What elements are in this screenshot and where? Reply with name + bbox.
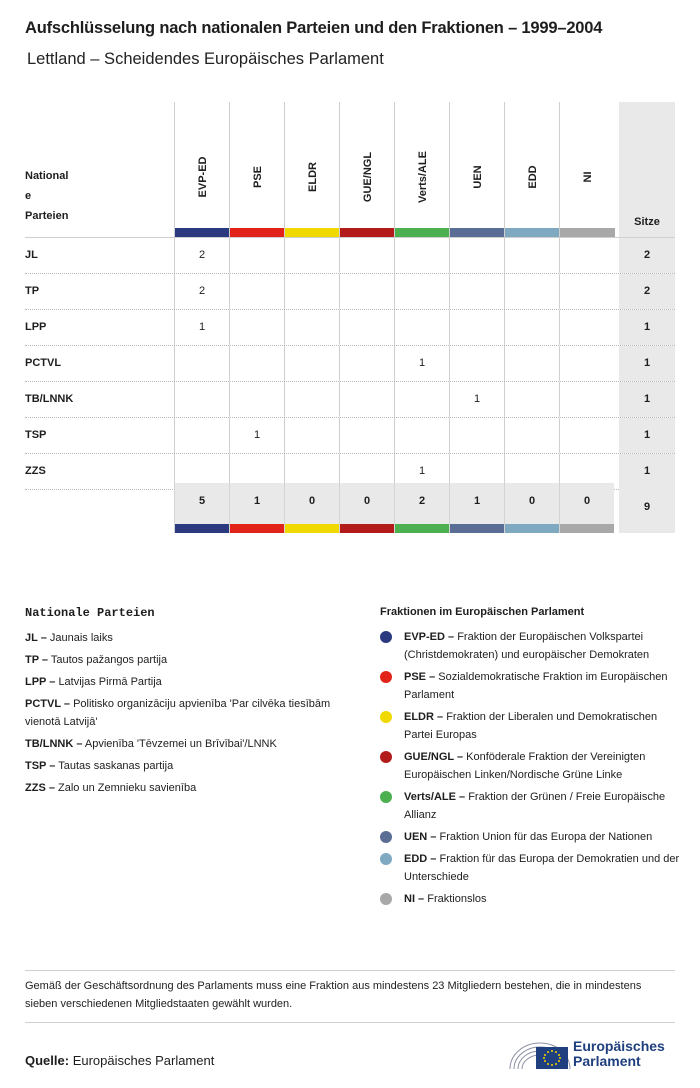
party-abbreviation: PCTVL –	[25, 698, 71, 710]
party-abbreviation: ZZS –	[25, 782, 55, 794]
party-full-name: Politisko organizāciju apvienība 'Par cilvēka tiesībām vienotā Latvijā'	[25, 698, 331, 728]
seat-cell	[449, 310, 504, 345]
page-subtitle: Lettland – Scheidendes Europäisches Parlament	[27, 50, 384, 68]
party-abbreviation: LPP –	[25, 676, 56, 688]
seat-cell	[504, 238, 559, 273]
group-color-bar	[230, 524, 284, 533]
seat-cell	[449, 274, 504, 309]
group-legend-entry	[380, 708, 680, 744]
party-header-line: e	[25, 190, 32, 202]
party-column-header	[25, 166, 85, 226]
group-total-value: 0	[308, 495, 316, 507]
group-abbreviation: EVP-ED –	[404, 631, 455, 643]
party-full-name: Jaunais laiks	[49, 632, 113, 644]
party-full-name: Latvijas Pirmā Partija	[58, 676, 162, 688]
group-color-dot-icon	[380, 893, 392, 905]
totals-row	[174, 483, 675, 533]
seat-cell	[339, 238, 394, 273]
group-legend-entry	[380, 788, 680, 824]
seat-cell	[559, 274, 614, 309]
group-abbreviation: GUE/NGL –	[404, 751, 464, 763]
table-header	[25, 102, 675, 238]
seat-cell	[504, 418, 559, 453]
party-name: TB/LNNK	[25, 393, 74, 405]
party-header-line: National	[25, 170, 69, 182]
seat-cell	[229, 310, 284, 345]
group-name: EDD	[526, 165, 539, 189]
group-color-bar	[505, 228, 560, 237]
party-name: TP	[25, 285, 40, 297]
seat-cell	[394, 238, 449, 273]
group-name: UEN	[471, 165, 484, 189]
seat-cell: 1	[394, 346, 449, 381]
group-total-cell	[504, 483, 559, 533]
national-party-entry	[25, 757, 335, 775]
group-full-name: Fraktion für das Europa der Demokratien und der Unterschiede	[404, 853, 680, 883]
group-color-bar	[395, 524, 449, 533]
group-legend-entry	[380, 890, 680, 908]
seat-cell	[449, 238, 504, 273]
seats-column-header	[619, 102, 675, 238]
group-name: PSE	[251, 165, 264, 189]
group-total-cell	[174, 483, 229, 533]
table-body	[25, 238, 675, 490]
seat-cell	[559, 238, 614, 273]
seats-header-label: Sitze	[634, 216, 660, 228]
party-name: PCTVL	[25, 357, 62, 369]
european-parliament-logo-icon	[508, 1033, 572, 1073]
group-total-cell	[559, 483, 614, 533]
seat-cell	[284, 274, 339, 309]
group-name: ELDR	[306, 162, 319, 192]
group-name: EVP-ED	[196, 156, 209, 198]
group-column-header	[229, 102, 285, 238]
total-seats-value: 9	[643, 501, 651, 513]
source-label: Quelle:	[25, 1053, 70, 1068]
note-divider-bottom	[25, 1022, 675, 1023]
national-parties-legend	[25, 606, 335, 801]
group-color-dot-icon	[380, 791, 392, 803]
group-total-value: 0	[583, 495, 591, 507]
group-column-header	[449, 102, 505, 238]
seat-cell	[284, 310, 339, 345]
seat-cell	[394, 274, 449, 309]
seat-cell	[339, 310, 394, 345]
group-color-bar	[340, 228, 395, 237]
group-total-cell	[449, 483, 504, 533]
group-name: GUE/NGL	[361, 151, 374, 203]
seat-cell	[504, 382, 559, 417]
party-abbreviation: TB/LNNK –	[25, 738, 83, 750]
group-total-cell	[339, 483, 394, 533]
group-color-dot-icon	[380, 831, 392, 843]
seat-cell	[559, 418, 614, 453]
group-legend-entry	[380, 828, 680, 846]
row-total-seats: 2	[619, 274, 675, 309]
group-abbreviation: ELDR –	[404, 711, 444, 723]
group-legend-entry	[380, 668, 680, 704]
seat-cell: 2	[174, 274, 229, 309]
group-column-header	[284, 102, 340, 238]
seat-cell	[339, 274, 394, 309]
group-abbreviation: EDD –	[404, 853, 437, 865]
seat-cell	[229, 274, 284, 309]
row-total-seats: 1	[619, 382, 675, 417]
seat-cell	[559, 310, 614, 345]
group-column-header	[394, 102, 450, 238]
table-row	[25, 346, 675, 382]
group-total-value: 5	[198, 495, 206, 507]
group-legend-entry	[380, 850, 680, 886]
group-color-bar	[560, 524, 614, 533]
table-row	[25, 418, 675, 454]
row-total-seats: 1	[619, 454, 675, 489]
party-name: ZZS	[25, 465, 46, 477]
groups-legend	[380, 606, 680, 912]
seat-cell	[284, 238, 339, 273]
group-column-header	[559, 102, 615, 238]
row-total-seats: 1	[619, 310, 675, 345]
group-column-header	[339, 102, 395, 238]
group-color-dot-icon	[380, 671, 392, 683]
party-full-name: Tautos pažangos partija	[50, 654, 168, 666]
group-color-bar	[175, 228, 230, 237]
group-total-value: 1	[253, 495, 261, 507]
seat-cell	[174, 418, 229, 453]
seat-cell	[229, 346, 284, 381]
row-total-seats: 2	[619, 238, 675, 273]
party-full-name: Tautas saskanas partija	[58, 760, 174, 772]
group-name: Verts/ALE	[416, 151, 429, 203]
group-color-dot-icon	[380, 711, 392, 723]
seat-cell	[449, 418, 504, 453]
group-total-value: 0	[528, 495, 536, 507]
group-full-name: Fraktion Union für das Europa der Nationen	[439, 831, 653, 843]
seat-cell	[229, 238, 284, 273]
group-legend-entry	[380, 748, 680, 784]
seat-cell	[449, 346, 504, 381]
group-full-name: Sozialdemokratische Fraktion im Europäischen Parlament	[404, 671, 668, 701]
group-full-name: Fraktion der Grünen / Freie Europäische Allianz	[404, 791, 666, 821]
note-divider-top	[25, 970, 675, 971]
group-color-bar	[285, 228, 340, 237]
seat-cell	[504, 274, 559, 309]
group-full-name: Konföderale Fraktion der Vereinigten Europäischen Linken/Nordische Grüne Linke	[404, 751, 646, 781]
group-total-cell	[284, 483, 339, 533]
seat-cell	[339, 382, 394, 417]
seat-cell	[504, 346, 559, 381]
seat-cell	[339, 418, 394, 453]
national-party-entry	[25, 673, 335, 691]
national-party-entry	[25, 629, 335, 647]
table-row	[25, 238, 675, 274]
seat-cell	[339, 346, 394, 381]
row-total-seats: 1	[619, 418, 675, 453]
group-color-bar	[230, 228, 285, 237]
seat-cell	[174, 382, 229, 417]
groups-legend-title: Fraktionen im Europäischen Parlament	[380, 606, 585, 618]
source-line	[25, 1053, 214, 1068]
row-total-seats: 1	[619, 346, 675, 381]
party-name: TSP	[25, 429, 47, 441]
seat-cell	[394, 418, 449, 453]
group-full-name: Fraktionslos	[427, 893, 487, 905]
national-party-entry	[25, 735, 335, 753]
seat-cell	[394, 382, 449, 417]
european-parliament-logo	[508, 1033, 678, 1073]
group-full-name: Fraktion der Europäischen Volkspartei (Christdemokraten) und europäischer Demokraten	[404, 631, 650, 661]
party-name: JL	[25, 249, 38, 261]
group-legend-entry	[380, 628, 680, 664]
footnote: Gemäß der Geschäftsordnung des Parlaments muss eine Fraktion aus mindestens 23 Mitgliedern bestehen, die in mindestens sieben verschiedenen Mitgliedstaaten gewählt wurden.	[25, 980, 642, 1010]
logo-text	[573, 1039, 665, 1069]
seat-cell: 1	[394, 454, 449, 489]
seat-cell: 1	[229, 418, 284, 453]
seat-cell	[284, 346, 339, 381]
seat-cell	[394, 310, 449, 345]
group-color-bar	[560, 228, 615, 237]
page-title: Aufschlüsselung nach nationalen Parteien und den Fraktionen – 1999–2004	[25, 19, 603, 37]
group-color-bar	[395, 228, 450, 237]
seat-cell: 1	[449, 382, 504, 417]
party-header-line: Parteien	[25, 210, 69, 222]
group-abbreviation: UEN –	[404, 831, 437, 843]
seat-cell: 1	[174, 310, 229, 345]
national-party-entry	[25, 651, 335, 669]
seat-cell: 2	[174, 238, 229, 273]
party-abbreviation: TP –	[25, 654, 49, 666]
total-seats-cell	[619, 483, 675, 533]
party-name: LPP	[25, 321, 47, 333]
group-color-bar	[505, 524, 559, 533]
logo-line-1: Europäisches	[573, 1038, 665, 1054]
party-full-name: Zalo un Zemnieku savienība	[58, 782, 197, 794]
seat-cell	[559, 382, 614, 417]
seat-cell	[284, 418, 339, 453]
seat-cell	[229, 382, 284, 417]
seat-cell	[284, 382, 339, 417]
party-abbreviation: JL –	[25, 632, 47, 644]
group-color-bar	[450, 228, 505, 237]
group-abbreviation: Verts/ALE –	[404, 791, 466, 803]
group-total-value: 1	[473, 495, 481, 507]
group-total-cell	[394, 483, 449, 533]
party-abbreviation: TSP –	[25, 760, 56, 772]
table-row	[25, 382, 675, 418]
national-party-entry	[25, 695, 335, 731]
group-total-cell	[229, 483, 284, 533]
group-color-bar	[450, 524, 504, 533]
national-party-entry	[25, 779, 335, 797]
group-column-header	[504, 102, 560, 238]
national-legend-title: Nationale Parteien	[25, 606, 155, 620]
group-color-bar	[175, 524, 229, 533]
group-name: NI	[581, 171, 594, 183]
seat-cell	[559, 346, 614, 381]
table-row	[25, 274, 675, 310]
group-total-value: 2	[418, 495, 426, 507]
group-color-bar	[285, 524, 339, 533]
seat-cell	[174, 346, 229, 381]
table-row	[25, 310, 675, 346]
group-total-value: 0	[363, 495, 371, 507]
group-column-header	[174, 102, 230, 238]
group-color-dot-icon	[380, 751, 392, 763]
group-full-name: Fraktion der Liberalen und Demokratischen Partei Europas	[404, 711, 658, 741]
group-abbreviation: PSE –	[404, 671, 436, 683]
group-color-bar	[340, 524, 394, 533]
group-color-dot-icon	[380, 853, 392, 865]
group-abbreviation: NI –	[404, 893, 425, 905]
group-color-dot-icon	[380, 631, 392, 643]
logo-line-2: Parlament	[573, 1053, 641, 1069]
party-full-name: Apvienība 'Tēvzemei un Brīvībai'/LNNK	[84, 738, 277, 750]
seat-cell	[504, 310, 559, 345]
source-text: Europäisches Parlament	[72, 1053, 215, 1068]
